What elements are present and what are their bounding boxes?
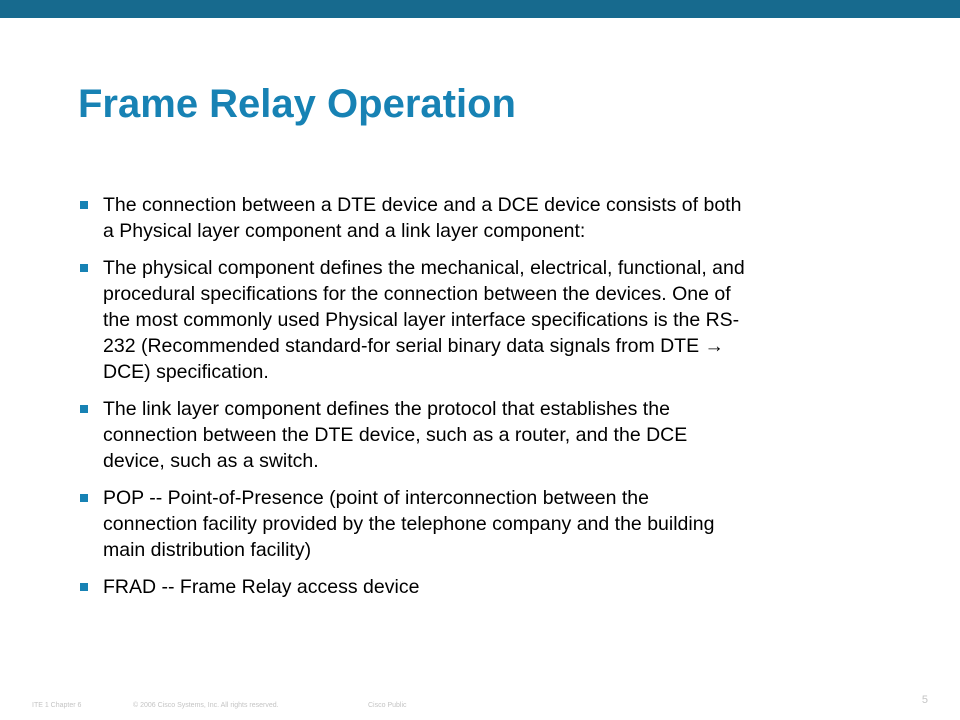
slide-footer (0, 690, 960, 720)
bullet-item (78, 192, 908, 244)
bullet-text: The connection between a DTE device and a DCE device consists of both a Physical layer component and a link layer component: (103, 194, 742, 242)
bullet-item (78, 255, 908, 385)
bullet-item (78, 396, 908, 474)
bullet-text: POP -- Point-of-Presence (point of interconnection between the connection facility provided by the telephone company and the building main distribution facility) (103, 487, 715, 561)
bullet-item (78, 485, 908, 563)
square-bullet-icon (80, 583, 88, 591)
square-bullet-icon (80, 405, 88, 413)
footer-classification: Cisco Public (368, 702, 407, 709)
square-bullet-icon (80, 201, 88, 209)
bullet-list (78, 192, 908, 611)
bullet-text: The physical component defines the mechanical, electrical, functional, and procedural specifications for the connection between the devices. One of the most commonly used Physical layer interface specifications is the RS- 232 (Recommended standard-for serial binary data signals from DTE → DCE) specification. (103, 257, 745, 383)
slide-title: Frame Relay Operation (78, 82, 516, 126)
footer-course: ITE 1 Chapter 6 (32, 702, 82, 709)
footer-copyright: © 2006 Cisco Systems, Inc. All rights reserved. (133, 702, 279, 709)
header-bar (0, 0, 960, 18)
bullet-text: FRAD -- Frame Relay access device (103, 576, 420, 598)
square-bullet-icon (80, 494, 88, 502)
square-bullet-icon (80, 264, 88, 272)
bullet-text: The link layer component defines the protocol that establishes the connection between the DTE device, such as a router, and the DCE device, such as a switch. (103, 398, 688, 472)
page-number: 5 (921, 694, 928, 706)
bullet-item (78, 574, 908, 600)
